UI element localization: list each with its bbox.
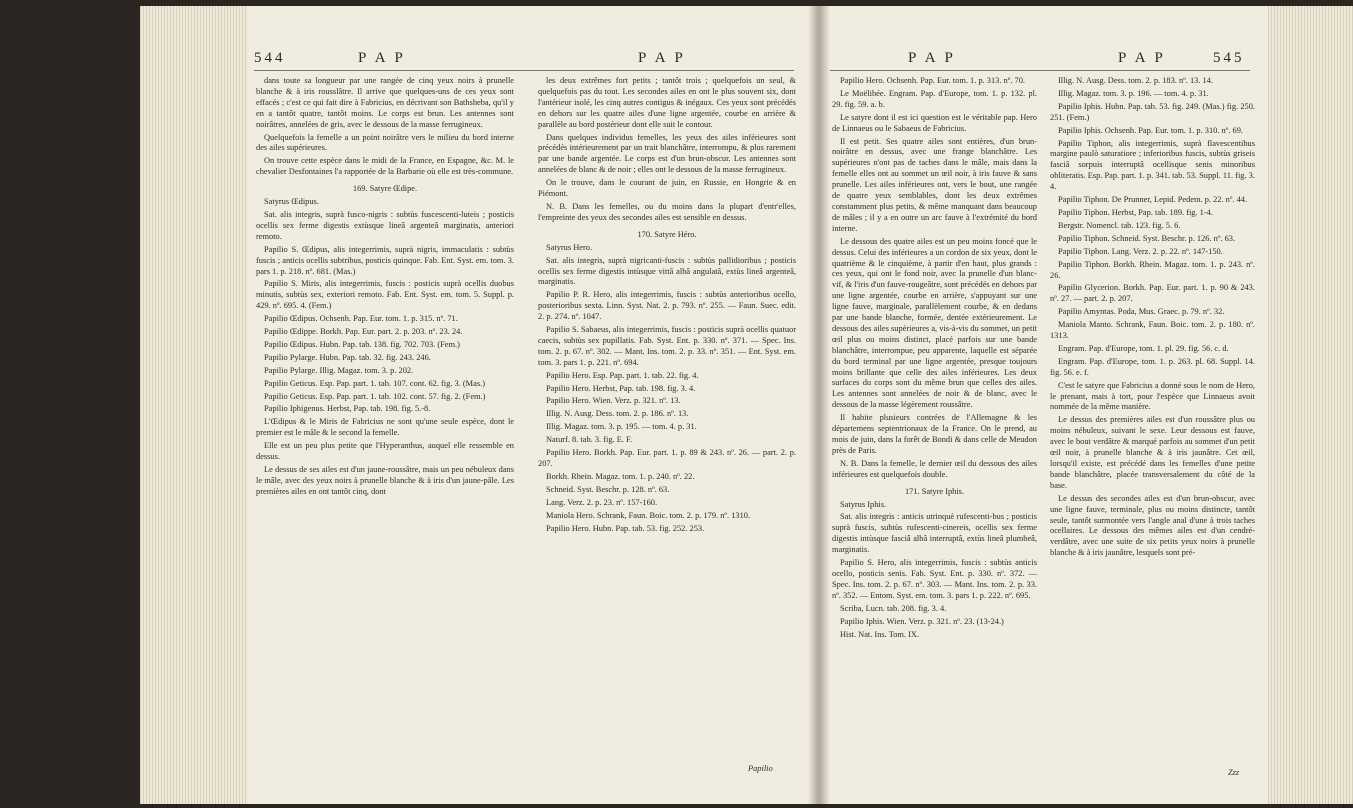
text-paragraph: N. B. Dans les femelles, ou du moins dans la plupart d'entr'elles, l'empreinte des yeux des secondes ailes est sensible en dessus. xyxy=(538,201,796,222)
text-paragraph: Le dessous des quatre ailes est un peu moins foncé que le dessus. Celui des inférieures a un cordon de six yeux, dont le quatrième & le cinquième, à partir d'en haut, plus grands : ces yeux, qui ont le fond noir, avec la prunelle d'un blanc-vif, & l'iris d'un fauve-rougeâtre, sont précédés en dehors par une ligne argentée, courbe en arrière, s'appuyant sur une ligne fauve, marginale, parallèlement courbe, & en dedans par une bande blanche, formée, dentée extérieurement. Le dessous des ailes supérieures a, vis-à-vis du sommet, un petit œil plus ou moins distinct, placé parfois sur une bande blanchâtre, interrompue, peu apparente, laquelle est séparée du bord terminal par une ligne argentée, presque toujours moins brillante que celle des ailes inférieures. Les deux surfaces du corps sont du même brun que celles des ailes. Les antennes sont annelées de noir & de blanc, avec le dessous de la masse légèrement roussâtre. xyxy=(832,236,1037,410)
left-page xyxy=(248,6,818,804)
text-paragraph: Papilio Tiphon. Borkh. Rhein. Magaz. tom. 1. p. 243. nº. 26. xyxy=(1050,259,1255,280)
text-paragraph: Papilio Tiphon. De Prunner, Lepid. Pedem. p. 22. nº. 44. xyxy=(1058,195,1248,205)
text-paragraph: Scriba, Lucn. tab. 208. fig. 3. 4. xyxy=(840,603,947,613)
text-paragraph: Papilio Œdippe. Borkh. Pap. Eur. part. 2. p. 203. nº. 23. 24. xyxy=(264,327,463,337)
catchword: Papilio xyxy=(748,764,773,773)
text-paragraph: Quelquefois la femelle a un point noirâtre vers le milieu du bord interne des ailes supérieures. xyxy=(256,132,514,153)
text-paragraph: Sat. alis integris : anticis utrinquè rufescenti-bus ; posticis suprà fuscis, subtùs rufescenti-cinereis, ocellis sex ferme digestis intùsque fasciâ albâ interruptâ, extùs lineâ plumbeâ, marginatis. xyxy=(832,512,1037,555)
text-paragraph: Papilio S. Hero, alis integerrimis, fuscis : subtùs anticis ocello, posticis senis. Fab. Syst. Ent. p. 330. nº. 372. — Spec. Ins. tom. 2. p. 67. nº. 303. — Mant. Ins. tom. 2. p. 33. nº. 352. — Entom. Syst. em. tom. 3. pars 1. p. 222. nº. 695. xyxy=(832,558,1037,600)
text-paragraph: Satyrus Hero. xyxy=(546,242,593,252)
text-paragraph: Papilio Pylarge. Illig. Magaz. tom. 3. p. 202. xyxy=(264,365,414,375)
text-paragraph: Papilio Hero. Hubn. Pap. tab. 53. fig. 252. 253. xyxy=(546,523,705,533)
text-paragraph: Papilio Tiphon. Schneid. Syst. Beschr. p. 126. nº. 63. xyxy=(1058,233,1236,243)
text-paragraph: Papilio P. R. Hero, alis integerrimis, fuscis : subtùs anterioribus ocello, posterioribus sexta. Linn. Syst. Nat. 2. p. 793. nº. 255. — Faun. Suec. edit. 2. p. 274. nº. 1047. xyxy=(538,290,796,322)
text-paragraph: Illig. Magaz. tom. 3. p. 195. — tom. 4. p. 31. xyxy=(546,422,697,432)
text-paragraph: Elle est un peu plus petite que l'Hyperanthus, auquel elle ressemble en dessus. xyxy=(256,441,514,462)
text-paragraph: Le dessus des premières ailes est d'un roussâtre plus ou moins nébuleux, suivant le sexe. Leur dessous est fauve, avec le bout verdâtre & marqué parfois au sommet d'un petit œil noir, à prunelle blanche & à iris jaunâtre. Cet œil, lorsqu'il existe, est précédé dans les femelles d'une petite bande blanchâtre, placée transversalement du côté de la base. xyxy=(1050,415,1255,490)
text-paragraph: Engram. Pap. d'Europe, tom. 1. p. 263. pl. 68. Suppl. 14. fig. 56. e. f. xyxy=(1050,356,1255,377)
text-paragraph: L'Œdipus & le Miris de Fabricius ne sont qu'une seule espèce, dont le premier est le mâle & le second la femelle. xyxy=(256,417,514,438)
text-paragraph: Papilio Hero. Wien. Verz. p. 321. nº. 13. xyxy=(546,396,681,406)
text-paragraph: Le dessus de ses ailes est d'un jaune-roussâtre, mais un peu nébuleux dans le mâle, avec des yeux noirs à prunelle blanche & à iris d'un jaune-pâle. Les premières ailes en ont tantôt cinq, dont xyxy=(256,465,514,496)
book-gutter xyxy=(808,6,830,804)
right-col2-header: P A P xyxy=(1118,50,1166,66)
text-paragraph: Lang. Verz. 2. p. 23. nº. 157-160. xyxy=(546,497,658,507)
text-paragraph: 169. Satyre Œdipe. xyxy=(352,184,418,194)
left-page-edges xyxy=(140,6,248,804)
text-paragraph: Il habite plusieurs contrées de l'Allemagne & les départemens septentrionaux de la France. On le prend, au mois de juin, dans la forêt de Bondi & dans celle de Meudon près de Paris. xyxy=(832,413,1037,455)
text-paragraph: Papilio Amyntas. Poda, Mus. Graec. p. 79. nº. 32. xyxy=(1058,307,1225,317)
signature-mark: Zzz xyxy=(1228,768,1240,777)
text-paragraph: Satyrus Œdipus. xyxy=(264,197,319,207)
text-paragraph: Illig. N. Ausg. Dess. tom. 2. p. 186. nº. 13. xyxy=(546,409,689,419)
text-paragraph: Illig. Magaz. tom. 3. p. 196. — tom. 4. p. 31. xyxy=(1058,88,1209,98)
text-paragraph: dans toute sa longueur par une rangée de cinq yeux noirs à prunelle blanche & à iris rousslâtre. Il arrive que quelques-uns de ces yeux sont effacés ; c'est ce qui fait dire à Fabricius, en décrivant son Bathsheba, qu'il y en a tantôt quatre, tantôt moins. Le corps est brun. Les antennes sont noirâtres, annelées de gris, avec le dessous de la masse ferrugineux. xyxy=(256,76,514,129)
text-paragraph: Papilio Tiphon. Lang. Verz. 2. p. 22. nº. 147-150. xyxy=(1058,246,1223,256)
right-page-edges xyxy=(1265,6,1353,804)
text-paragraph: Le satyre dont il est ici question est le véritable pap. Hero de Linnaeus ou le Sabaeus de Fabricius. xyxy=(832,112,1037,133)
text-paragraph: Sat. alis integris, suprà fusco-nigris : subtùs fuscescenti-luteis ; posticis ocellis sex ferme digestis extùsque lineâ argenteâ marginatis, anteriori remoto. xyxy=(256,209,514,241)
text-paragraph: Papilio Hero. Esp. Pap. part. 1. tab. 22. fig. 4. xyxy=(546,370,699,380)
right-column-1 xyxy=(832,76,1037,756)
text-paragraph: les deux extrêmes fort petits ; tantôt trois ; quelquefois un seul, & quelquefois pas du tout. Les secondes ailes en ont le plus souvent six, dont l'antérieur isolé, les cinq autres contigus & inégaux. Ces yeux sont précédés en dehors sur les quatre ailes d'une ligne argentée, courbe en arrière & parallèle au bord postérieur dont elle suit le contour. xyxy=(538,76,796,129)
text-paragraph: Naturf. 8. tab. 3. fig. E. F. xyxy=(546,435,633,445)
header-rule xyxy=(254,70,794,71)
text-paragraph: Papilio S. Sabaeus, alis integerrimis, fuscis : posticis suprà ocellis quatuor caecis, subtùs sex pupillatis. Fab. Syst. Ent. p. 330. nº. 371. — Spec. Ins. tom. 2. p. 67. nº. 302. — Mant. Ins. tom. 2. p. 33. nº. 351. — Ent. Syst. em. tom. 3. pars 1. p. 221. nº. 694. xyxy=(538,325,796,367)
text-paragraph: Papilio S. Miris, alis integerrimis, fuscis : posticis suprà ocellis duobus minutis, subtùs sex, exteriori remoto. Fab. Ent. Syst. em. tom. 5. Suppl. p. 429. nº. 695. 4. (Fem.) xyxy=(256,279,514,311)
text-paragraph: Engram. Pap. d'Europe, tom. 1. pl. 29. fig. 56. c. d. xyxy=(1058,343,1229,353)
text-paragraph: Papilio Iphis. Ochsenh. Pap. Eur. tom. 1. p. 310. nº. 69. xyxy=(1058,125,1243,135)
left-column-2 xyxy=(538,76,796,754)
left-col1-header: P A P xyxy=(358,50,406,66)
text-paragraph: Sat. alis integris, suprà nigricanti-fuscis : subtùs pallidioribus ; posticis ocellis sex ferme digestis intùsque vittâ albâ angulatâ, extùs lineâ argenteâ, marginatis. xyxy=(538,255,796,287)
text-paragraph: Hist. Nat. Ins. Tom. IX. xyxy=(840,629,920,639)
text-paragraph: On trouve cette espèce dans le midi de la France, en Espagne, &c. M. le chevalier Desfontaines l'a rapportée de la Barbarie où elle est très-commune. xyxy=(256,156,514,177)
left-col2-header: P A P xyxy=(638,50,686,66)
text-paragraph: Papilio Hero. Borkh. Pap. Eur. part. 1. p. 89 & 243. nº. 26. — part. 2. p. 207. xyxy=(538,448,796,468)
text-paragraph: Papilio Tiphon. Herbst, Pap. tab. 189. fig. 1-4. xyxy=(1058,207,1213,217)
text-paragraph: Le Moëlibée. Engram. Pap. d'Europe, tom. 1. p. 132. pl. 29. fig. 59. a. b. xyxy=(832,88,1037,109)
text-paragraph: Papilio Geticus. Esp. Pap. part. 1. tab. 102. cont. 57. fig. 2. (Fem.) xyxy=(264,391,486,401)
left-page-number: 544 xyxy=(254,50,286,66)
text-paragraph: Papilio Hero. Herbst, Pap. tab. 198. fig. 3. 4. xyxy=(546,383,696,393)
text-paragraph: Schneid. Syst. Beschr. p. 128. nº. 63. xyxy=(546,484,670,494)
right-column-2 xyxy=(1050,76,1255,766)
text-paragraph: Il est petit. Ses quatre ailes sont entières, d'un brun-noirâtre en dessus, avec une frange blanchâtre. Les supérieures n'ont pas de taches dans le mâle, mais dans la femelle elles ont au sommet un œil noir, à iris fauve & sans prunelle. Les ailes inférieures ont, vers le bout, une rangée de quatre yeux semblables, dont les deux extrêmes constamment plus petits, & même manquant dans beaucoup de mâles ; il y a en outre un arc fauve à l'extrémité du bord interne. xyxy=(832,136,1037,233)
text-paragraph: Papilio S. Œdipus, alis integerrimis, suprà nigris, immaculatis : subtùs fuscis ; anticis ocellis subtribus, posticis quinque. Fab. Ent. Syst. em. tom. 3. pars 1. p. 218. nº. 681. (Mas.) xyxy=(256,244,514,276)
text-paragraph: Papilio Iphis. Wien. Verz. p. 321. nº. 23. (13-24.) xyxy=(840,616,1004,626)
text-paragraph: 171. Satyre Iphis. xyxy=(904,486,965,496)
right-page-number: 545 xyxy=(1213,50,1245,66)
text-paragraph: Papilio Pylarge. Hubn. Pap. tab. 32. fig. 243. 246. xyxy=(264,352,431,362)
right-page xyxy=(818,6,1268,804)
text-paragraph: Dans quelques individus femelles, les yeux des ailes inférieures sont précédés intérieurement par un trait blanchâtre, interrompu, & plus rarement par une bande argentée. Le corps est d'un brun-obscur. Les antennes sont annelées de blanc & de noir ; elles ont le dessous de la masse ferrugineux. xyxy=(538,132,796,175)
text-paragraph: Maniola Hero. Schrank, Faun. Boic. tom. 2. p. 179. nº. 1310. xyxy=(546,510,751,520)
text-paragraph: Bergstr. Nomencl. tab. 123. fig. 5. 6. xyxy=(1058,220,1181,230)
text-paragraph: Papilio Glycerion. Borkh. Pap. Eur. part. 1. p. 90 & 243. nº. 27. — part. 2. p. 207. xyxy=(1050,283,1255,304)
text-paragraph: Papilio Œdipus. Hubn. Pap. tab. 138. fig. 702. 703. (Fem.) xyxy=(264,339,460,349)
text-paragraph: N. B. Dans la femelle, le dernier œil du dessous des ailes inférieures est quelquefois double. xyxy=(832,458,1037,479)
text-paragraph: Papilio Iphigenus. Herbst, Pap. tab. 198. fig. 5.-8. xyxy=(264,404,431,414)
open-book xyxy=(140,6,1353,804)
left-column-1 xyxy=(256,76,514,766)
text-paragraph: 170. Satyre Héro. xyxy=(637,229,697,239)
text-paragraph: Borkh. Rhein. Magaz. tom. 1. p. 240. nº. 22. xyxy=(546,471,695,481)
text-paragraph: Papilio Tiphon, alis integerrimis, suprà flavescentibus margine paulò saturatiore ; inferioribus fuscis, subtùs griseis fasciâ sorpuis interruptâ ocellisque senis minoribus obliteratis. Esp. Pap. part. 1. p. 341. tab. 53. Suppl. 11. fig. 3. 4. xyxy=(1050,138,1255,192)
text-paragraph: On le trouve, dans le courant de juin, en Russie, en Hongrie & en Piémont. xyxy=(538,178,796,199)
header-rule xyxy=(830,70,1250,71)
text-paragraph: Illig. N. Ausg. Dess. tom. 2. p. 183. nº. 13. 14. xyxy=(1058,76,1213,85)
right-col1-header: P A P xyxy=(908,50,956,66)
text-paragraph: Papilio Iphis. Hubn. Pap. tab. 53. fig. 249. (Mas.) fig. 250. 251. (Fem.) xyxy=(1050,101,1255,122)
text-paragraph: Papilio Geticus. Esp. Pap. part. 1. tab. 107. cont. 62. fig. 3. (Mas.) xyxy=(264,378,485,388)
text-paragraph: Satyrus Iphis. xyxy=(840,499,887,509)
text-paragraph: Papilio Œdipus. Ochsenh. Pap. Eur. tom. 1. p. 315. nº. 71. xyxy=(264,314,458,324)
text-paragraph: Maniola Manto. Schrank, Faun. Boic. tom. 2. p. 180. nº. 1313. xyxy=(1050,320,1255,341)
text-paragraph: Le dessus des secondes ailes est d'un brun-obscur, avec une ligne fauve, terminale, plus ou moins distincte, tantôt seule, tantôt surmontée vers l'angle anal d'une à trois taches ocellaires. Le dessous des mêmes ailes est d'un cendré-verdâtre, avec une suite de six petits yeux noirs à prunelle blanche & à iris jaunâtre, lesquels sont pré- xyxy=(1050,493,1255,558)
text-paragraph: Papilio Hero. Ochsenh. Pap. Eur. tom. 1. p. 313. nº. 70. xyxy=(840,76,1025,85)
text-paragraph: C'est le satyre que Fabricius a donné sous le nom de Hero, le prenant, mais à tort, pour l'espèce que Linnaeus avoit nommée de la même manière. xyxy=(1050,380,1255,412)
